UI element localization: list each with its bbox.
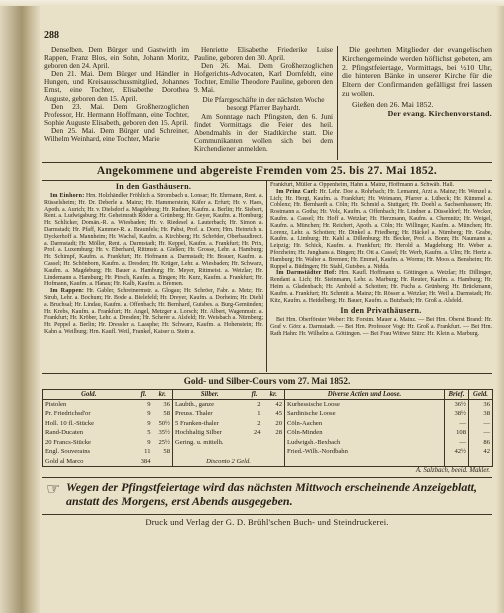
stock-name: Cöln-Aachen bbox=[285, 419, 445, 429]
broker-signature: A. Salzbach, beeid. Makler. bbox=[415, 467, 490, 474]
inn-guests: Hrn. Kaufl. Hoffmann u. Göttingen a. Wetzlar; Hr. Dillinger, Rendant a. Lich; Hr. Steinmann, Lehr. a. Marburg; Hr. Reuter, Kaufm. a. Hamburg; Hr. Heim a. Gladenbach; Hr. Ambold a. Schotten; Hr. Fuchs a. Grünberg; Hr. Brückmann, Kaufm. a. Frankfurt; Hr. Schmitt a. Mainz; Hr. Rösser a. Wetzlar; Hr. Weil a. Darmstadt; Hr. Kitz, Kaufm. a. Heidelberg; Hr. Bauer, Kaufm. a. Butzbach; Hr. Groß a. Alsfeld. bbox=[270, 270, 492, 304]
brief-rate: 38½ bbox=[445, 409, 469, 419]
silver-fl: 2 bbox=[257, 419, 261, 427]
silver-fl: 1 bbox=[257, 410, 261, 418]
gold-kr: 58 bbox=[153, 409, 173, 419]
births-column-1 bbox=[44, 46, 189, 160]
gold-name: Engl. Souverains bbox=[45, 448, 91, 456]
inn-label: Im Prinz Carl: bbox=[276, 188, 318, 195]
private-houses-guests: Bei Hrn. Oberförster Weber: Hr. Forstm. Mauer a. Mainz. — Bei Hrn. Oberst Brand: Hr. Graf v. Görz a. Darmstadt. — Bei Hrn. Professor Vogt: Hr. Groß a. Frankfurt. — Bei Hrn. Rath Hahn: Hr. Wilhelm a. Göttingen. — Bei Frau Wittwe Stürz: Hr. Klein a. Marburg. bbox=[270, 317, 492, 337]
stock-name: Kurhessische Loose bbox=[285, 400, 445, 410]
silver-name: Gering. u. mittelh. bbox=[175, 438, 224, 446]
silver-kr: 20 bbox=[263, 419, 285, 429]
brief-rate: — bbox=[445, 438, 469, 448]
brief-rate: 36½ bbox=[445, 400, 469, 410]
church-board-date: Gießen den 26. Mai 1852. bbox=[352, 99, 434, 109]
section-divider bbox=[42, 477, 492, 478]
geld-rate: 42 bbox=[483, 448, 490, 456]
header-silver-kr: kr. bbox=[263, 390, 285, 400]
discount-rate: Disconto 2 Geld. bbox=[173, 457, 285, 467]
column-divider bbox=[266, 181, 267, 372]
stock-name bbox=[285, 457, 445, 467]
inn-guests: Hr. Gabler, Schreinermstr. a. Glogau; Hr. Schröer, Fabr. a. Metz; Hr. Strub, Lehr. a. Bochum; Hr. Bode a. Bielefeld; Hr. Dreyer, Kaufm. a. Dorheim; Hr. Diehl a. Bruchsal; Hr. Lindau, Kaufm. a. Offenbach; Hr. Bernhard, Gutsbes. a. Burg-Gemünden; Hr. Krebs, Kaufm. a. Frankfurt; Hr. Angel, Metzger a. Lorsch; Hr. Albert, Wagenmstr. a. Frankfurt; Hr. Kröber, Lehr. a. Dresden; Hr. Scherer a. Alsfeld; Hr. Weisbach a. Nürnberg; Hr. Peppel a. Berlin; Hr. Dressler a. Laasphe; Hr. Schwarz, Kaufm. a. Hohenstein; Hr. Kahn a. Weilburg; Hrn. Kaufl. Weil, Frankel, Kaiser u. Stein a. bbox=[44, 288, 263, 335]
silver-fl: 24 bbox=[253, 429, 261, 437]
gold-fl: 384 bbox=[140, 457, 151, 465]
church-board-signature: Der evang. Kirchenvorstand. bbox=[387, 108, 492, 118]
gold-fl: 9 bbox=[147, 419, 151, 427]
exchange-rates-table bbox=[42, 389, 493, 467]
inn-entry-prinz-carl bbox=[270, 189, 492, 271]
binding-gutter bbox=[0, 0, 40, 613]
church-board-request: Die geehrten Mitglieder der evangelischen Kirchengemeinde werden höflichst gebeten, am 2. Pfingstfeiertage, Vormittags, bei ½10 Uhr, die hinteren Bänke in unserer Kirche für die Eltern der Confirmanden gefälligst frei lassen zu wollen. bbox=[342, 46, 492, 98]
exchange-row bbox=[43, 428, 493, 438]
section-divider bbox=[42, 180, 492, 181]
page-edge-right bbox=[496, 0, 504, 613]
silver-kr bbox=[263, 438, 285, 448]
page-number: 288 bbox=[44, 30, 59, 41]
header-gold-kr: kr. bbox=[153, 390, 173, 400]
exchange-rows bbox=[43, 400, 493, 467]
exchange-row bbox=[43, 438, 493, 448]
gold-name: Rand-Ducaten bbox=[45, 429, 84, 437]
pastor-duty-notice: Die Pfarrgeschäfte in der nächsten Woche besorgt Pfarrer Bayhardt. bbox=[202, 94, 325, 112]
gold-name: Pr. Friedrichsd'or bbox=[45, 410, 91, 418]
imprint: Druck und Verlag der G. D. Brühl'schen Buch- und Steindruckerei. bbox=[145, 517, 389, 527]
inn-entry-darmstaedter-hof bbox=[270, 270, 492, 304]
geld-rate: — bbox=[483, 429, 490, 437]
inn-guests: Hr. Lehr. Doe a. Rohrbach; Hr. Lemanni, Arzt a. Mainz; Hr. Wenzel a. Lich; Hr. Hergt, Kaufm. a. Frankfurt; Hr. Weimann, Pfarrer a. Lübeck; Hr. Kümmel a. Coblenz; Hr. Bernhardt a. Cöln; Hr. Schmid a. Stuttgart; Hr. Doehl a. Sachsenhausen; Hr. Rostmann a. Gotha; Hr. Volz, Kaufm. a. Offenbach; Hr. Lindner a. Düsseldorf; Hr. Wecker, Kaufm. a. Cassel; Hr. Hoff a. Wetzlar; Hr. Herzmann, Kaufm. a. Chemnitz; Hr. Weigel, Kaufm. a. München; Hr. Reichert, Apoth. a. Cöln; Hr. Willinger, Kaufm. a. München; Hr. Lorenz, Lehr. a. Schotten; Hr. Dinkel a. Friedberg; Hr. Häckel a. Nürnberg; Hr. Grabe, Kaufm. a. Limburg; Hr. Kahl a. Dillenburg; Hr. Becker, Prof. a. Bonn; Hr. Naumann a. Leipzig; Hr. Schick, Kaufm. a. Frankfurt; Hr. Herold a. Magdeburg; Hr. Weber a. Pforzheim; Hr. Junghans a. Bingen; Hr. Ott a. Cassel; Hr. Werb, Kaufm. a. Ulm; Hr. Hertz a. Hamburg; Hr. Walter a. Bremen; Hr. Emmel, Kaufm. a. Worms; Hr. Moos a. Bensheim; Hr. Ruppel a. Büdingen; Hr. Stahl, Gutsbes. a. Nidda. bbox=[270, 188, 492, 270]
silver-name bbox=[173, 447, 247, 457]
silver-kr: 42 bbox=[263, 400, 285, 410]
gold-name: 20 Francs-Stücke bbox=[45, 438, 91, 446]
silver-fl bbox=[247, 438, 263, 448]
silver-fl: 2 bbox=[257, 401, 261, 408]
brief-rate bbox=[445, 457, 469, 467]
geld-rate bbox=[469, 457, 493, 467]
exchange-row bbox=[43, 447, 493, 457]
birth-notice: Den 25. Mai. Dem Bürger und Schreiner, Wilhelm Weinhard, eine Tochter, Marie bbox=[44, 125, 189, 144]
births-column-2 bbox=[194, 46, 333, 160]
gold-fl: 9 bbox=[147, 410, 151, 418]
header-gold-fl: fl. bbox=[135, 390, 153, 400]
birth-notice: Den 26. Mai. Dem Großherzoglichen Hofgerichts-Advocaten, Karl Dornfeldt, eine Tochter, Emilie Theodore Pauline, geboren den 9. Mai. bbox=[194, 61, 333, 95]
stock-name: Ludwigsh.-Bexbach bbox=[285, 438, 445, 448]
header-silver-fl: fl. bbox=[247, 390, 263, 400]
gold-kr: 25½ bbox=[153, 438, 173, 448]
brief-rate: 108 bbox=[445, 428, 469, 438]
geld-rate: 38 bbox=[483, 410, 490, 418]
header-stock: Diverse Actien und Loose. bbox=[285, 390, 445, 400]
inn-entry-rappen bbox=[44, 288, 263, 336]
exchange-row bbox=[43, 419, 493, 429]
exchange-row bbox=[43, 409, 493, 419]
gold-name: Pistolen bbox=[45, 401, 67, 408]
exchange-header-row bbox=[43, 390, 493, 400]
header-gold: Gold. bbox=[43, 390, 135, 400]
inn-label: Im Einhorn: bbox=[50, 193, 85, 199]
publication-notice: Wegen der Pfingstfeiertage wird das nächsten Mittwoch erscheinende Anzeigeblatt, anstatt des Morgens, erst Abends ausgegeben. bbox=[66, 480, 477, 508]
section-divider bbox=[42, 514, 492, 515]
exchange-row bbox=[43, 457, 493, 467]
inn-label: Im Darmstädter Hof: bbox=[276, 270, 337, 277]
section-divider bbox=[42, 162, 492, 163]
stock-name: Sardinische Loose bbox=[285, 409, 445, 419]
gold-fl: 5 bbox=[147, 429, 151, 437]
exchange-row bbox=[43, 400, 493, 410]
arrivals-column-right bbox=[270, 182, 492, 370]
silver-fl bbox=[247, 447, 263, 457]
silver-name: 5 Franken-thaler bbox=[175, 419, 219, 427]
silver-kr: 45 bbox=[263, 409, 285, 419]
inn-label: Im Rappen: bbox=[50, 288, 85, 295]
inns-heading: In den Gasthäusern. bbox=[115, 182, 192, 191]
gold-fl: 9 bbox=[147, 401, 151, 408]
brief-rate: 42½ bbox=[445, 447, 469, 457]
birth-notice: Den 23. Mai. Dem Großherzoglichen Professor, Hr. Hermann Hoffmann, eine Tochter, Sophie Auguste Elisabeth, geboren den 15. April. bbox=[44, 101, 189, 127]
silver-name: Laubth., ganze bbox=[175, 401, 214, 408]
gold-kr bbox=[153, 457, 173, 467]
stock-name: Fried.-Wilh.-Nordbahn bbox=[285, 447, 445, 457]
inn-guests: Hrn. Holzhändler Fröhlich a. Strombach u. Lonsar; Hr. Ehrmann, Rent. a. Rüsselsheim; Hr. Dr. Deberle a. Mainz; Hr. Hammerstein, Käfer a. Erfurt; Hr. v. Haes, Apoth. a. Aurich; Hr. v. Dielsdorf a. Magdeburg; Hr. Rudner, Kaufm. a. Berlin; Hr. Siebert, Rent. a. Ludwigsburg; Hr. Geheimrath Röder a. Grünberg; Hr. Geyer, Kaufm. a. Homburg; Hr. Schlicker, Domän.-R. a. Wiesbaden; Hr. v. Riedesel a. Lauterbach; Hr. Simon a. Darmstadt; Hr. Pfaff, Kammer-R. a. Braunfels; Hr. Pabst, Prof. a. Dorn; Hrn. Heinrich u. Dyckerhoff a. Mannheim; Hr. Wachsl, Kaufm. a. Kirchberg; Hr. Schröder, Oberbaudirect. a. Darmstadt; Hr. Möller, Rent. a. Darmstadt; Hr. Keppel, Kaufm. a. Frankfurt; Hr. Prix, Prof. a. Luxemburg; Hr. v. Eberhard, Rittmstr. a. Gießen; Hr. Grosse, Lehr. a. Hamburg; Hr. Schimpf, Kaufm. a. Frankfurt; Hr. Hofmann a. Darmstadt; Hr. Brauer, Kaufm. a. Cassel; Hr. Schönborn, Kaufm. a. Dresden; Hr. Krüger, Lehr. a. Wiesbaden; Hr. Schwarz, Kaufm. a. Magdeburg; Hr. Bauer a. Hamburg; Hr. Meyer, Rittmeist. a. Wetzlar; Hr. Lindemann a. Hamburg; Hr. Pirsch, Kaufm. a. Bingen; Hr. Kurz, Kaufm. a. Frankfurt; Hr. Hofmann, Kaufm. a. Hanau; Hr. Kalb, Kaufm. a. Bremen. bbox=[44, 193, 263, 288]
arrivals-column-left bbox=[44, 182, 263, 370]
church-board-notice bbox=[342, 46, 492, 160]
gold-fl: 11 bbox=[144, 448, 151, 456]
geld-rate: 86 bbox=[483, 438, 490, 446]
silver-kr: 28 bbox=[263, 428, 285, 438]
gold-kr: 35½ bbox=[153, 428, 173, 438]
gold-kr: 36 bbox=[153, 400, 173, 410]
communion-notice: Am Sonntage nach Pfingsten, den 6. Juni findet Vormittags die Feier des heil. Abendmahls in der Stadtkirche statt. Die Communikanten wollen sich bei dem Kirchendiener anmelden. bbox=[194, 111, 333, 154]
birth-notice: Henriette Elisabethe Friederike Luise Pauline, geboren den 30. April. bbox=[194, 46, 333, 63]
arrivals-title: Angekommene und abgereiste Fremden vom 25. bis 27. Mai 1852. bbox=[96, 165, 438, 177]
exchange-title: Gold- und Silber-Cours vom 27. Mai 1852. bbox=[183, 376, 351, 386]
header-silver: Silber. bbox=[173, 390, 247, 400]
section-divider bbox=[42, 373, 492, 374]
column-divider bbox=[337, 46, 338, 160]
header-geld: Geld. bbox=[469, 390, 493, 400]
stock-name: Cöln-Minden bbox=[285, 428, 445, 438]
silver-name: Preuss. Thaler bbox=[175, 410, 213, 418]
gold-name: Holl. 10 fl.-Stücke bbox=[45, 419, 95, 427]
birth-notice: Den 21. Mai. Dem Bürger und Händler in Hungen, und Kreisausschussmitglied, Johannes Ernst, eine Tochter, Elisabethe Dorothea Auguste, geboren den 15. April. bbox=[44, 69, 189, 103]
silver-kr bbox=[263, 447, 285, 457]
gold-name: Gold al Marco bbox=[45, 457, 84, 465]
inn-entry-rappen-continued: Frankfurt, Müller a. Oppenheim, Hahn a. Mainz, Hoffmann a. Schwäb. Hall. bbox=[270, 182, 455, 188]
inn-entry-einhorn bbox=[44, 193, 263, 288]
geld-rate: 36 bbox=[483, 401, 490, 408]
gold-fl: 9 bbox=[147, 438, 151, 446]
page-edge-top bbox=[0, 0, 504, 6]
gold-kr: 58 bbox=[153, 447, 173, 457]
pointing-hand-icon bbox=[46, 480, 64, 498]
private-houses-heading: In den Privathäusern. bbox=[340, 306, 422, 316]
silver-name: Hochhaltig Silber bbox=[175, 429, 222, 437]
gold-kr: 50½ bbox=[153, 419, 173, 429]
header-brief: Brief. bbox=[445, 390, 469, 400]
geld-rate: — bbox=[483, 419, 490, 427]
birth-notice: Denselben. Dem Bürger und Gastwirth im Rappen, Franz Blos, ein Sohn, Johann Moritz, geboren den 24. April. bbox=[44, 46, 189, 71]
brief-rate: — bbox=[445, 419, 469, 429]
